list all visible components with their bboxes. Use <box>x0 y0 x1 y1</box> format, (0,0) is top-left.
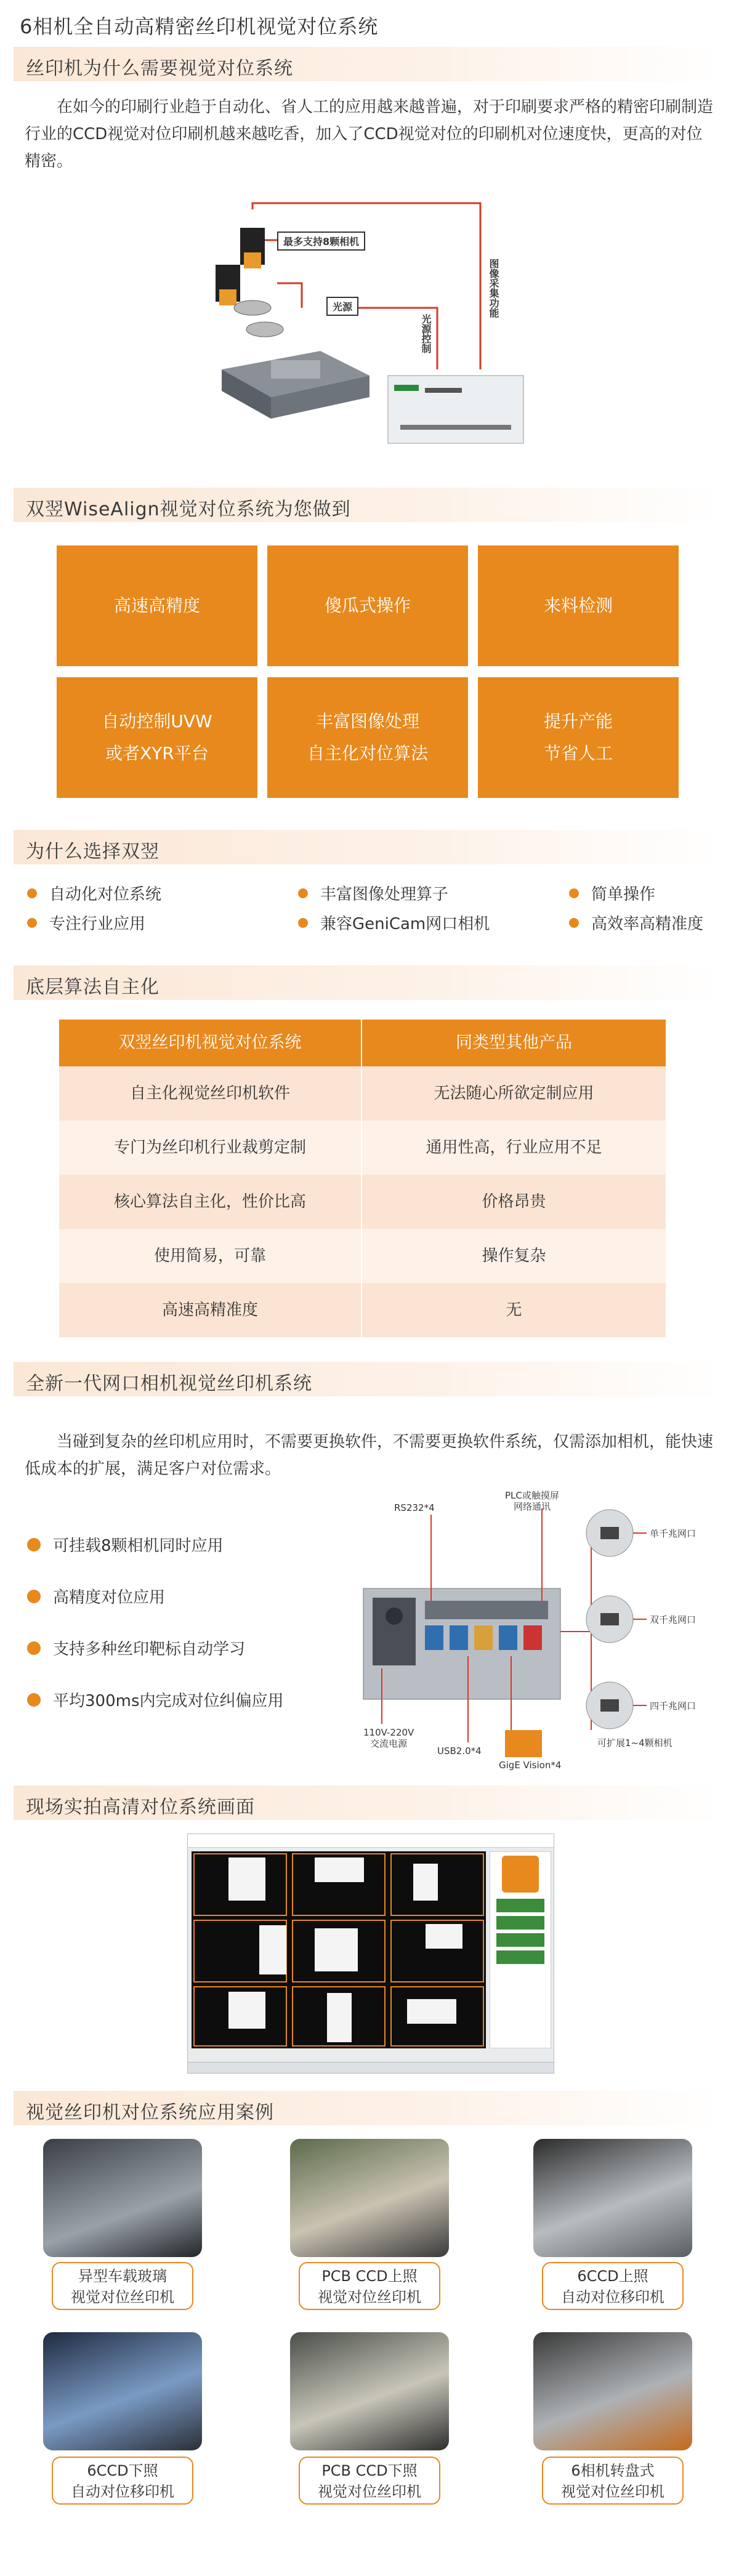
feature-box-capacity: 提升产能 节省人工 <box>478 677 679 798</box>
plc-label: PLC或触摸屏 网络通讯 <box>505 1490 559 1512</box>
capture-label: 图像采集功能 <box>488 259 499 318</box>
case-image <box>533 2332 692 2450</box>
gige-label: GigE Vision*4 <box>499 1760 562 1771</box>
table-row: 专门为丝印机行业裁剪定制 通用性高，行业应用不足 <box>59 1121 666 1175</box>
case-image <box>290 2332 449 2450</box>
software-screenshot <box>187 1833 554 2074</box>
case-caption: 6CCD上照 自动对位移印机 <box>542 2262 684 2310</box>
reason-item: 丰富图像处理算子 <box>298 882 448 904</box>
power-label: 110V-220V 交流电源 <box>363 1727 414 1749</box>
case-caption: 异型车载玻璃 视觉对位丝印机 <box>52 2262 193 2310</box>
network-feature: 支持多种丝印靶标自动学习 <box>27 1636 245 1659</box>
section-header-screen: 现场实拍高清对位系统画面 <box>14 1785 722 1820</box>
light-control-label: 光源控制 <box>420 314 432 353</box>
section-header-why: 丝印机为什么需要视觉对位系统 <box>14 47 722 81</box>
case-caption: 6CCD下照 自动对位移印机 <box>52 2457 193 2505</box>
light-label: 光源 <box>326 297 358 316</box>
network-feature: 平均300ms内完成对位纠偏应用 <box>27 1688 284 1711</box>
feature-box-speed: 高速高精度 <box>57 545 257 666</box>
camera-label: 最多支持8颗相机 <box>277 231 365 251</box>
rs232-label: RS232*4 <box>394 1502 435 1513</box>
reason-item: 高效率高精准度 <box>569 911 703 934</box>
case-image <box>533 2139 692 2257</box>
section-header-features: 双翌WiseAlign视觉对位系统为您做到 <box>14 488 722 522</box>
case-image <box>43 2332 202 2450</box>
section-header-network: 全新一代网口相机视觉丝印机系统 <box>14 1362 722 1396</box>
network-paragraph: 当碰到复杂的丝印机应用时，不需要更换软件，不需要更换软件系统，仅需添加相机，能快速低成本的扩展，满足客户对位需求。 <box>25 1433 714 1478</box>
expand-label: 可扩展1~4颗相机 <box>597 1737 672 1749</box>
reason-item: 自动化对位系统 <box>27 882 161 904</box>
reason-item: 专注行业应用 <box>27 911 145 934</box>
section-header-reasons: 为什么选择双翌 <box>14 830 722 864</box>
page-title: 6相机全自动高精密丝印机视觉对位系统 <box>20 15 379 38</box>
feature-box-easy: 傻瓜式操作 <box>267 545 468 666</box>
case-caption: 6相机转盘式 视觉对位丝印机 <box>542 2457 684 2505</box>
case-caption: PCB CCD下照 视觉对位丝印机 <box>299 2457 440 2505</box>
case-image <box>290 2139 449 2257</box>
intro-paragraph: 在如今的印刷行业趋于自动化、省人工的应用越来越普遍，对于印刷要求严格的精密印刷制造行业的CCD视觉对位印刷机越来越吃香，加入了CCD视觉对位的印刷机对位速度快，更高的对位精密。 <box>25 98 714 171</box>
case-image <box>43 2139 202 2257</box>
network-feature: 可挂载8颗相机同时应用 <box>27 1533 224 1556</box>
case-caption: PCB CCD上照 视觉对位丝印机 <box>299 2262 440 2310</box>
dual-port-label: 双千兆网口 <box>650 1614 697 1625</box>
table-row: 核心算法自主化，性价比高 价格昂贵 <box>59 1175 666 1229</box>
feature-box-control: 自动控制UVW 或者XYR平台 <box>57 677 257 798</box>
usb-label: USB2.0*4 <box>437 1745 482 1757</box>
table-row: 自主化视觉丝印机软件 无法随心所欲定制应用 <box>59 1066 666 1121</box>
single-port-label: 单千兆网口 <box>650 1528 697 1539</box>
table-row: 使用简易，可靠 操作复杂 <box>59 1229 666 1283</box>
table-header: 双翌丝印机视觉对位系统 <box>59 1020 362 1066</box>
table-row: 高速高精准度 无 <box>59 1283 666 1337</box>
reason-item: 兼容GeniCam网口相机 <box>298 911 490 934</box>
section-header-cases: 视觉丝印机对位系统应用案例 <box>14 2091 722 2125</box>
table-header-row <box>59 1020 666 1066</box>
reason-item: 简单操作 <box>569 882 655 904</box>
system-diagram <box>203 185 548 456</box>
feature-box-image: 丰富图像处理 自主化对位算法 <box>267 677 468 798</box>
section-header-algorithm: 底层算法自主化 <box>14 965 722 1000</box>
hardware-diagram <box>357 1490 721 1773</box>
table-header: 同类型其他产品 <box>362 1020 666 1066</box>
network-feature: 高精度对位应用 <box>27 1585 165 1608</box>
quad-port-label: 四千兆网口 <box>650 1701 697 1712</box>
comparison-table <box>59 1020 666 1337</box>
feature-box-inspection: 来料检测 <box>478 545 679 666</box>
